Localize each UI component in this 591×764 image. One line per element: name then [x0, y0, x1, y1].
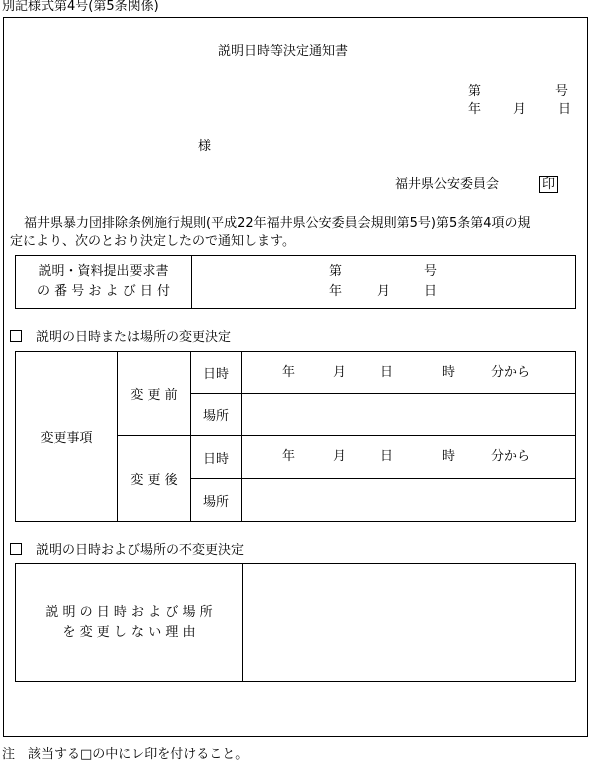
before-hour: 時 — [442, 365, 456, 380]
before-place-value[interactable] — [242, 394, 576, 436]
change-items-cell — [16, 352, 118, 522]
section2-checkbox[interactable] — [10, 543, 22, 555]
form-number-note: 別記様式第4号(第5条関係) — [2, 0, 159, 14]
request-dai: 第 — [329, 264, 343, 279]
request-go: 号 — [424, 264, 438, 279]
before-datetime-label: 日時 — [202, 367, 229, 382]
after-place-label: 場所 — [202, 494, 229, 510]
issuer-name: 福井県公安委員会 — [395, 177, 500, 192]
doc-number-go: 号 — [555, 84, 569, 99]
change-items-label: 変更事項 — [40, 431, 93, 446]
after-datetime-label-cell — [191, 436, 242, 479]
after-place-label-cell — [191, 479, 242, 522]
section2-label: 説明の日時および場所の不変更決定 — [36, 543, 245, 558]
footnote: 注 該当する□の中にレ印を付けること。 — [2, 747, 249, 762]
before-minute-from: 分から — [491, 365, 531, 380]
request-value-cell — [192, 256, 576, 309]
reason-label-line2: を 変 更 し な い 理 由 — [62, 624, 196, 640]
section1-checkbox[interactable] — [10, 330, 22, 342]
before-datetime-label-cell — [191, 352, 242, 394]
after-datetime-label: 日時 — [202, 451, 229, 467]
seal-mark: 印 — [539, 176, 558, 193]
request-label-line2: の 番 号 お よ び 日 付 — [37, 284, 170, 299]
reason-value-cell[interactable] — [243, 564, 576, 682]
after-place-value[interactable] — [242, 479, 576, 522]
before-day: 日 — [380, 365, 394, 380]
request-table — [15, 255, 576, 309]
request-label-line1: 説明・資料提出要求書 — [38, 264, 169, 279]
after-label: 変 更 後 — [130, 473, 178, 488]
doc-date-month: 月 — [513, 102, 527, 117]
request-year: 年 — [329, 284, 343, 299]
doc-date-day: 日 — [558, 102, 572, 117]
reason-table — [15, 563, 576, 682]
request-month: 月 — [377, 284, 391, 299]
request-day: 日 — [424, 284, 438, 299]
request-label-cell — [16, 256, 192, 309]
after-month: 月 — [333, 449, 347, 464]
after-cell — [118, 436, 191, 522]
after-year: 年 — [282, 449, 296, 464]
section1-header — [10, 330, 231, 344]
doc-date-year: 年 — [468, 102, 482, 117]
after-hour: 時 — [442, 449, 456, 464]
reason-label-cell — [16, 564, 243, 682]
before-label: 変 更 前 — [130, 388, 178, 403]
change-table — [15, 351, 576, 522]
section2-header — [10, 543, 244, 557]
before-month: 月 — [333, 365, 347, 380]
before-place-label-cell — [191, 394, 242, 436]
section1-label: 説明の日時または場所の変更決定 — [36, 330, 232, 345]
body-text-line1: 福井県暴力団排除条例施行規則(平成22年福井県公安委員会規則第5号)第5条第4項の規 — [24, 216, 531, 231]
body-text-line2: 定により、次のとおり決定したので通知します。 — [10, 234, 295, 249]
before-place-label: 場所 — [202, 409, 229, 424]
reason-label-line1: 説 明 の 日 時 お よ び 場 所 — [45, 604, 213, 620]
document-title: 説明日時等決定通知書 — [218, 44, 349, 59]
after-day: 日 — [380, 449, 394, 464]
after-datetime-value[interactable] — [242, 436, 576, 479]
before-year: 年 — [282, 365, 296, 380]
after-minute-from: 分から — [491, 449, 531, 464]
addressee-suffix: 様 — [198, 139, 212, 154]
before-datetime-value[interactable] — [242, 352, 576, 394]
doc-number-dai: 第 — [468, 84, 482, 99]
before-cell — [118, 352, 191, 436]
